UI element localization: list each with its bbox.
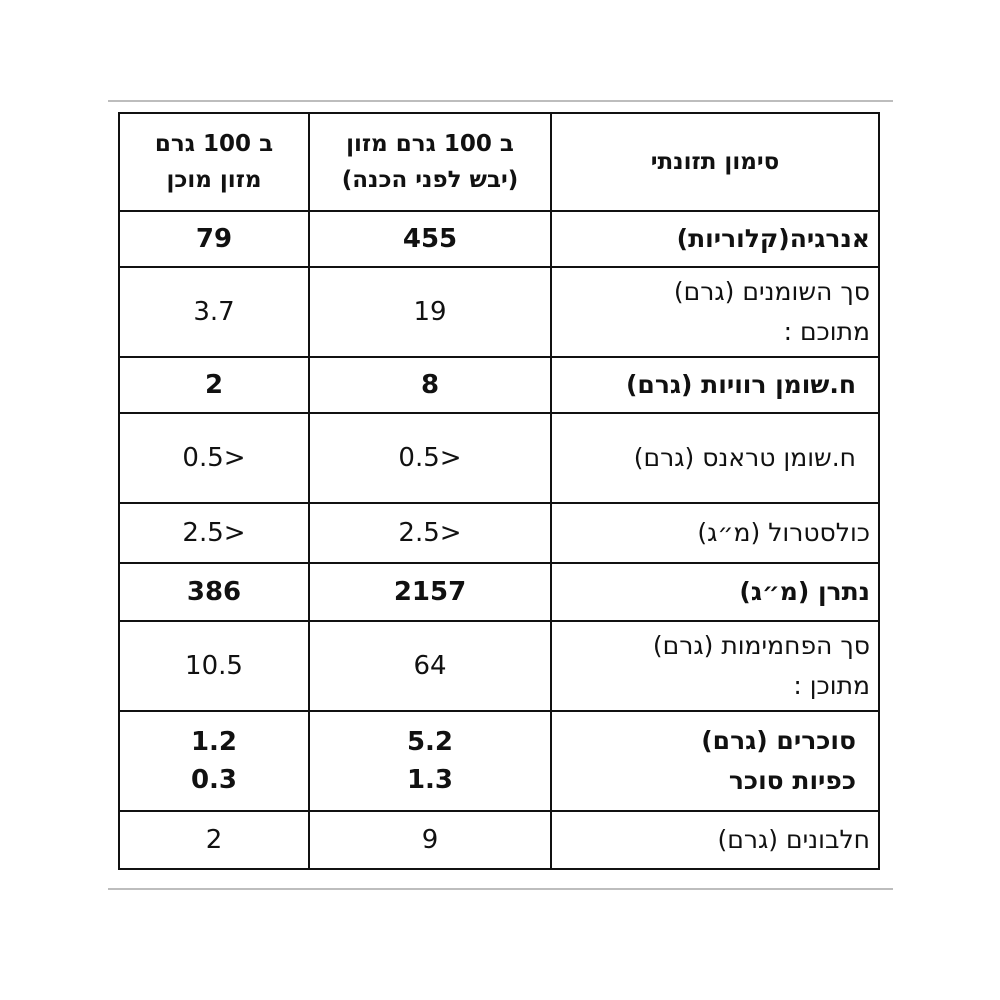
- row-dry-value: 64: [309, 621, 551, 711]
- header-row: [119, 113, 879, 211]
- row-label: [551, 711, 879, 811]
- header-dry-line1: ב 100 גרם מזון: [346, 131, 514, 157]
- table-row: [119, 413, 879, 503]
- row-label-line2: מתוכם :: [783, 317, 870, 346]
- row-prepared-value: [119, 711, 309, 811]
- row-label-line1: סוכרים (גרם): [701, 726, 856, 755]
- table-row: [119, 711, 879, 811]
- row-dry-value: 9: [309, 811, 551, 869]
- table-row: [119, 357, 879, 413]
- row-prepared-value-line2: 0.3: [190, 765, 238, 795]
- row-label: ח.שומן רוויות (גרם): [551, 357, 879, 413]
- table-row: [119, 621, 879, 711]
- header-prepared: [119, 113, 309, 211]
- row-label-line2: מתוכן :: [793, 671, 870, 700]
- row-label: נתרן (מ״ג): [551, 563, 879, 621]
- nutrition-table: [118, 112, 880, 870]
- row-prepared-value: <2.5: [119, 503, 309, 563]
- row-prepared-value: 3.7: [119, 267, 309, 357]
- row-prepared-value: 2: [119, 811, 309, 869]
- row-dry-value-line1: 5.2: [406, 727, 454, 757]
- row-dry-value: <0.5: [309, 413, 551, 503]
- table-row: [119, 503, 879, 563]
- table-row: [119, 811, 879, 869]
- row-label-line1: סך הפחמימות (גרם): [652, 631, 870, 660]
- header-dry-line2: (יבש לפני הכנה): [341, 167, 519, 193]
- row-label-line2: כפיות סוכר: [728, 766, 856, 795]
- row-label: [551, 621, 879, 711]
- row-dry-value: <2.5: [309, 503, 551, 563]
- row-dry-value: 2157: [309, 563, 551, 621]
- row-dry-value: 19: [309, 267, 551, 357]
- row-label: אנרגיה(קלוריות): [551, 211, 879, 267]
- row-label: כולסטרול (מ״ג): [551, 503, 879, 563]
- row-label: חלבונים (גרם): [551, 811, 879, 869]
- row-label: ח.שומן טראנס (גרם): [551, 413, 879, 503]
- row-dry-value: 455: [309, 211, 551, 267]
- row-label-line1: סך השומנים (גרם): [673, 277, 870, 306]
- row-prepared-value-line1: 1.2: [190, 727, 238, 757]
- table-row: [119, 267, 879, 357]
- row-dry-value: 8: [309, 357, 551, 413]
- row-dry-value-line2: 1.3: [406, 765, 454, 795]
- table-row: [119, 211, 879, 267]
- table-row: [119, 563, 879, 621]
- row-prepared-value: 386: [119, 563, 309, 621]
- row-prepared-value: 10.5: [119, 621, 309, 711]
- header-prepared-line2: מזון מוכן: [166, 167, 262, 193]
- row-prepared-value: 79: [119, 211, 309, 267]
- row-prepared-value: <0.5: [119, 413, 309, 503]
- header-prepared-line1: ב 100 גרם: [154, 131, 274, 157]
- row-dry-value: [309, 711, 551, 811]
- header-label: סימון תזונתי: [551, 113, 879, 211]
- row-prepared-value: 2: [119, 357, 309, 413]
- row-label: [551, 267, 879, 357]
- header-dry: [309, 113, 551, 211]
